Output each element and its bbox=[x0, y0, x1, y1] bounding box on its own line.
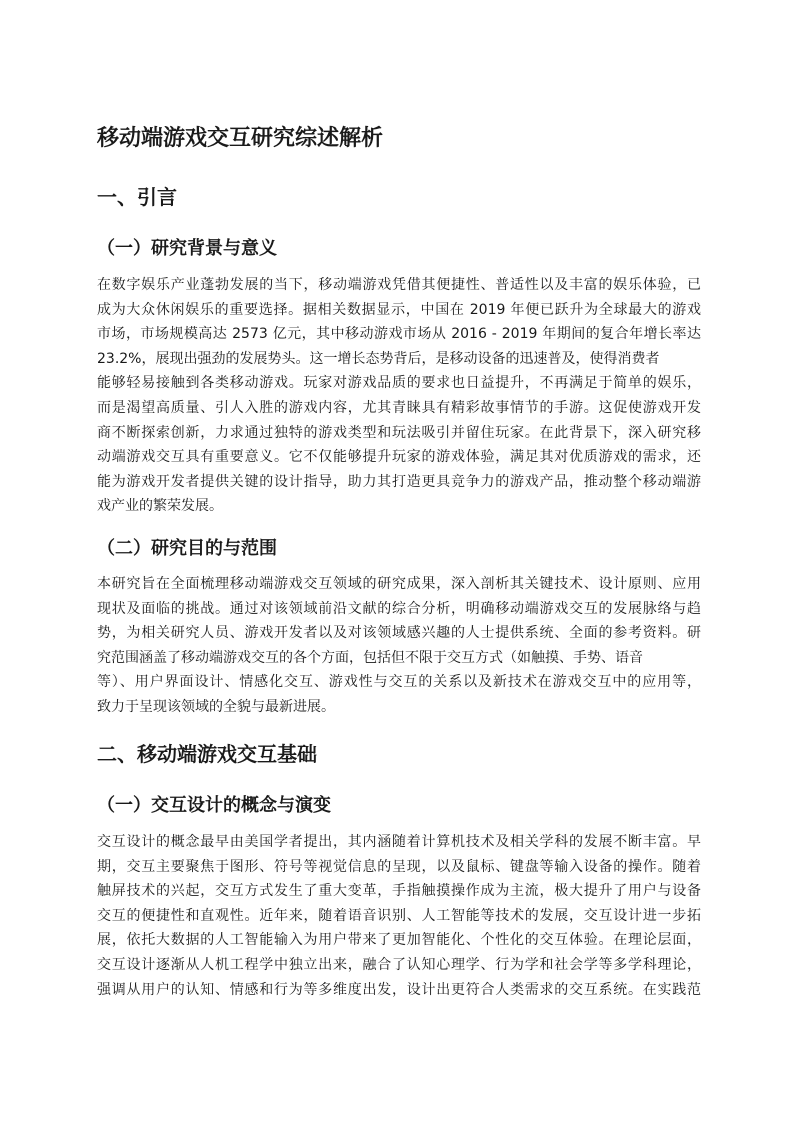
text-line: 触屏技术的兴起，交互方式发生了重大变革，手指触摸操作成为主流，极大提升了用户与设备 bbox=[97, 883, 701, 900]
text-line: 交互设计的概念最早由美国学者提出，其内涵随着计算机技术及相关学科的发展不断丰富。早 bbox=[97, 834, 701, 850]
text-line: 交互的便捷性和直观性。近年来，随着语音识别、人工智能等技术的发展，交互设计进一步拓 bbox=[97, 907, 701, 924]
text-line: 而是渴望高质量、引人入胜的游戏内容，尤其青睐具有精彩故事情节的手游。这促使游戏开发 bbox=[97, 399, 701, 416]
subsection-heading-concept: （一）交互设计的概念与演变 bbox=[97, 795, 331, 816]
text-line: 强调从用户的认知、情感和行为等多维度出发，设计出更符合人类需求的交互系统。在实践范 bbox=[97, 981, 701, 998]
text-line: 本研究旨在全面梳理移动端游戏交互领域的研究成果，深入剖析其关键技术、设计原则、应用 bbox=[97, 576, 701, 592]
text-line: 现状及面临的挑战。通过对该领域前沿文献的综合分析，明确移动端游戏交互的发展脉络与趋 bbox=[97, 600, 701, 617]
text-line: 23.2%，展现出强劲的发展势头。这一增长态势背后，是移动设备的迅速普及，使得消费者 bbox=[97, 350, 660, 367]
text-line: 动端游戏交互具有重要意义。它不仅能够提升玩家的游戏体验，满足其对优质游戏的需求，还 bbox=[97, 449, 701, 466]
subsection-heading-background: （一）研究背景与意义 bbox=[97, 238, 277, 259]
text-line: 戏产业的繁荣发展。 bbox=[97, 498, 223, 515]
section-heading-basics: 二、移动端游戏交互基础 bbox=[97, 742, 317, 766]
paragraph-concept bbox=[97, 830, 701, 1002]
text-line: 致力于呈现该领域的全貌与最新进展。 bbox=[97, 698, 335, 715]
text-line: 能够轻易接触到各类移动游戏。玩家对游戏品质的要求也日益提升，不再满足于简单的娱乐， bbox=[97, 375, 701, 392]
text-line: 展，依托大数据的人工智能输入为用户带来了更加智能化、个性化的交互体验。在理论层面， bbox=[97, 932, 701, 949]
text-line: 交互设计逐渐从人机工程学中独立出来，融合了认知心理学、行为学和社会学等多学科理论， bbox=[97, 956, 701, 973]
document-title: 移动端游戏交互研究综述解析 bbox=[97, 126, 384, 151]
section-heading-introduction: 一、引言 bbox=[97, 185, 177, 209]
text-line: 究范围涵盖了移动端游戏交互的各个方面，包括但不限于交互方式（如触摸、手势、语音 bbox=[97, 649, 643, 666]
text-line: 期，交互主要聚焦于图形、符号等视觉信息的呈现，以及鼠标、键盘等输入设备的操作。随着 bbox=[97, 858, 701, 875]
text-line: 在数字娱乐产业蓬勃发展的当下，移动端游戏凭借其便捷性、普适性以及丰富的娱乐体验，已 bbox=[97, 277, 701, 293]
text-line: 能为游戏开发者提供关键的设计指导，助力其打造更具竞争力的游戏产品，推动整个移动端游 bbox=[97, 473, 701, 490]
paragraph-purpose bbox=[97, 572, 701, 720]
text-line: 商不断探索创新，力求通过独特的游戏类型和玩法吸引并留住玩家。在此背景下，深入研究移 bbox=[97, 424, 701, 441]
text-line: 等）、用户界面设计、情感化交互、游戏性与交互的关系以及新技术在游戏交互中的应用等， bbox=[97, 674, 701, 691]
subsection-heading-purpose: （二）研究目的与范围 bbox=[97, 538, 277, 559]
text-line: 市场，市场规模高达 2573 亿元，其中移动游戏市场从 2016 - 2019 年期间的复合年增长率达 bbox=[97, 326, 701, 343]
text-line: 成为大众休闲娱乐的重要选择。据相关数据显示，中国在 2019 年便已跃升为全球最大的游戏 bbox=[97, 301, 701, 318]
paragraph-background bbox=[97, 273, 701, 519]
text-line: 势，为相关研究人员、游戏开发者以及对该领域感兴趣的人士提供系统、全面的参考资料。研 bbox=[97, 625, 701, 642]
